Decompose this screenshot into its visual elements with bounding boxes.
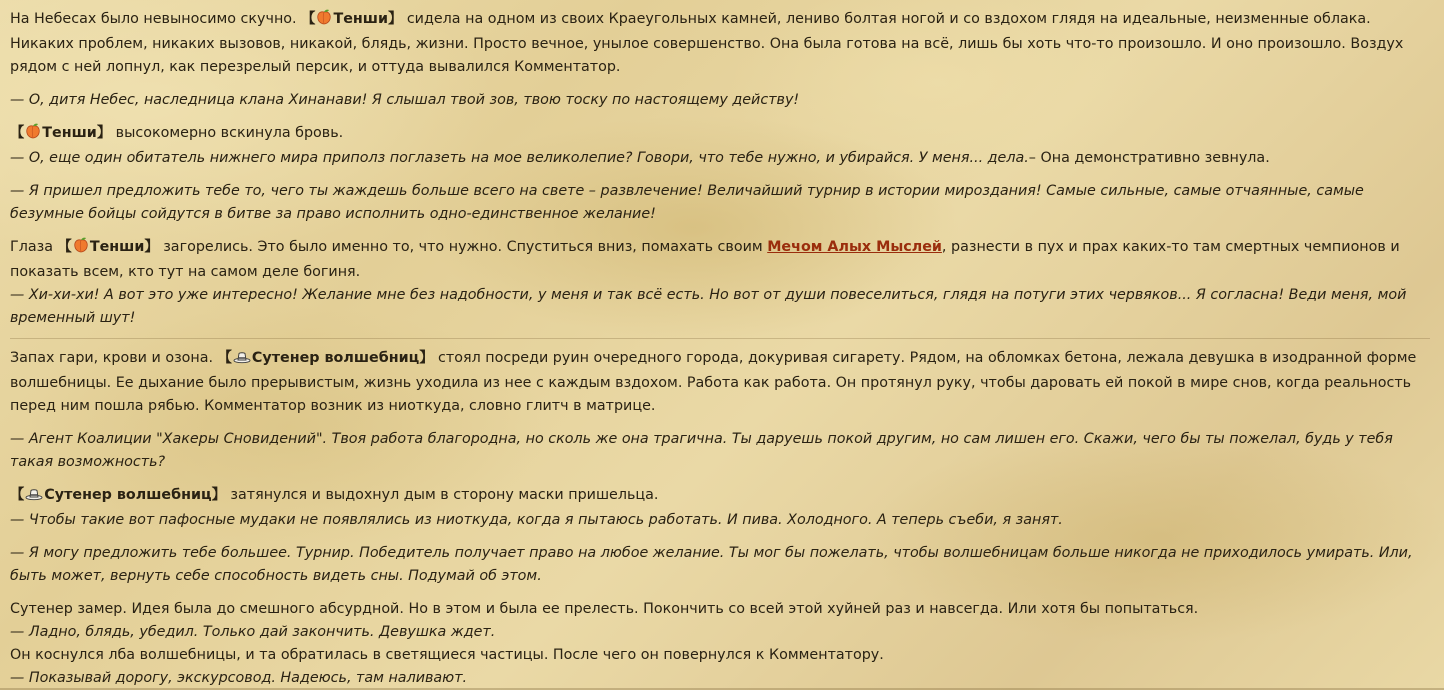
- character-name: Тенши: [42, 125, 97, 141]
- dialogue-text: — О, еще один обитатель нижнего мира приполз поглазеть на мое великолепие? Говори, что тебе нужно, и убирайся. У меня... дела.: [10, 150, 1029, 166]
- bracket-close: 】: [387, 11, 403, 27]
- bracket-close: 】: [419, 350, 434, 366]
- narration-text: стоял посреди руин очередного города, докуривая сигарету. Рядом, на обломках бетона, лежала девушка в изодранной форме волшебницы. Ее дыхание было прерывистым, жизнь уходила из нее с каждым вздохом. Работа как работа. Он протянул руку, чтобы даровать ей покой в мире снов, когда реальность перед ним пошла рябью. Комментатор возник из ниоткуда, словно глитч в матрице.: [10, 350, 1417, 414]
- narration-paragraph: [10, 347, 1430, 418]
- dialogue-line: — Я пришел предложить тебе то, чего ты жаждешь больше всего на свете – развлечение! Величайший турнир в истории мироздания! Самые сильные, самые отчаянные, самые безумные бойцы сойдутся в битве за право исполнить одно-единственное желание!: [10, 183, 1364, 222]
- bracket-open: 【: [301, 11, 316, 27]
- narration-paragraph: [10, 236, 1430, 284]
- character-name: Тенши: [89, 239, 145, 255]
- bracket-open: 【: [10, 487, 25, 503]
- narration-text: загорелись. Это было именно то, что нужно. Спуститься вниз, помахать своим: [158, 239, 768, 255]
- character-tag-sutener: [10, 487, 226, 503]
- dialogue-line: — Чтобы такие вот пафосные мудаки не появлялись из ниоткуда, когда я пытаюсь работать. И пива. Холодного. А теперь съеби, я занят.: [10, 512, 1063, 528]
- bracket-close: 】: [211, 487, 226, 503]
- bracket-open: 【: [217, 350, 232, 366]
- dialogue-line: — Я могу предложить тебе большее. Турнир. Победитель получает право на любое желание. Ты мог бы пожелать, чтобы волшебницам больше никогда не приходилось умирать. Или, быть может, вернуть себе способность видеть сны. Подумай об этом.: [10, 545, 1413, 584]
- narration-text: На Небесах было невыносимо скучно.: [10, 11, 302, 27]
- narration-text: сидела на одном из своих Краеугольных камней, лениво болтая ногой и со вздохом глядя на идеальные, неизменные облака. Никаких проблем, никаких вызовов, никакой, блядь, жизни. Просто вечное, унылое совершенство. Она была готова на всё, лишь бы хоть что-то произошло. И оно произошло. Воздух рядом с ней лопнул, как перезрелый персик, и оттуда вывалился Комментатор.: [10, 11, 1404, 75]
- dialogue-line: — Ладно, блядь, убедил. Только дай закончить. Девушка ждет.: [10, 624, 496, 640]
- dialogue-line: — Хи-хи-хи! А вот это уже интересно! Желание мне без надобности, у меня и так всё есть. Но вот от души повеселиться, глядя на потуги этих червяков... Я согласна! Веди меня, мой временный шут!: [10, 287, 1407, 326]
- peach-icon: [73, 237, 89, 261]
- narration-text: , разнести в пух и прах каких-то там смертных чемпионов и показать всем, кто тут на самом деле богиня.: [10, 239, 1400, 280]
- narration-paragraph: [10, 484, 1430, 509]
- section-divider: [10, 338, 1430, 339]
- bracket-close: 】: [96, 125, 112, 141]
- character-name: Сутенер волшебниц: [251, 350, 420, 366]
- dialogue-line: — О, дитя Небес, наследница клана Хинанави! Я слышал твой зов, твою тоску по настоящему действу!: [10, 92, 800, 108]
- narration-paragraph: [10, 122, 1430, 147]
- hat-icon: [25, 486, 43, 509]
- bracket-open: 【: [10, 125, 25, 141]
- narration-text: – Она демонстративно зевнула.: [1028, 150, 1270, 166]
- character-tag-tenshi: [58, 239, 159, 255]
- hat-icon: [233, 349, 251, 372]
- narration-paragraph: Он коснулся лба волшебницы, и та обратилась в светящиеся частицы. После чего он повернулся к Комментатору.: [10, 647, 884, 663]
- narration-text: затянулся и выдохнул дым в сторону маски пришельца.: [225, 487, 659, 503]
- narration-text: высокомерно вскинула бровь.: [111, 125, 344, 141]
- dialogue-line: [10, 147, 1430, 170]
- dialogue-line: — Агент Коалиции "Хакеры Сновидений". Твоя работа благородна, но сколь же она трагична. Ты даруешь покой другим, но сам лишен его. Скажи, чего бы ты пожелал, будь у тебя такая возможность?: [10, 431, 1393, 470]
- dialogue-line: — Показывай дорогу, экскурсовод. Надеюсь, там наливают.: [10, 670, 468, 686]
- character-name: Сутенер волшебниц: [44, 487, 212, 503]
- peach-icon: [316, 9, 332, 33]
- sword-link[interactable]: Мечом Алых Мыслей: [767, 239, 942, 255]
- character-tag-sutener: [218, 350, 434, 366]
- narration-text: Глаза: [10, 239, 58, 255]
- story-page: [10, 8, 1430, 690]
- character-tag-tenshi: [10, 125, 111, 141]
- narration-paragraph: [10, 8, 1430, 79]
- narration-text: Запах гари, крови и озона.: [10, 350, 218, 366]
- narration-paragraph: Сутенер замер. Идея была до смешного абсурдной. Но в этом и была ее прелесть. Покончить со всей этой хуйней раз и навсегда. Или хотя бы попытаться.: [10, 601, 1199, 617]
- bracket-open: 【: [57, 239, 72, 255]
- character-name: Тенши: [333, 11, 388, 27]
- bracket-close: 】: [144, 239, 159, 255]
- character-tag-tenshi: [301, 11, 402, 27]
- peach-icon: [25, 123, 41, 147]
